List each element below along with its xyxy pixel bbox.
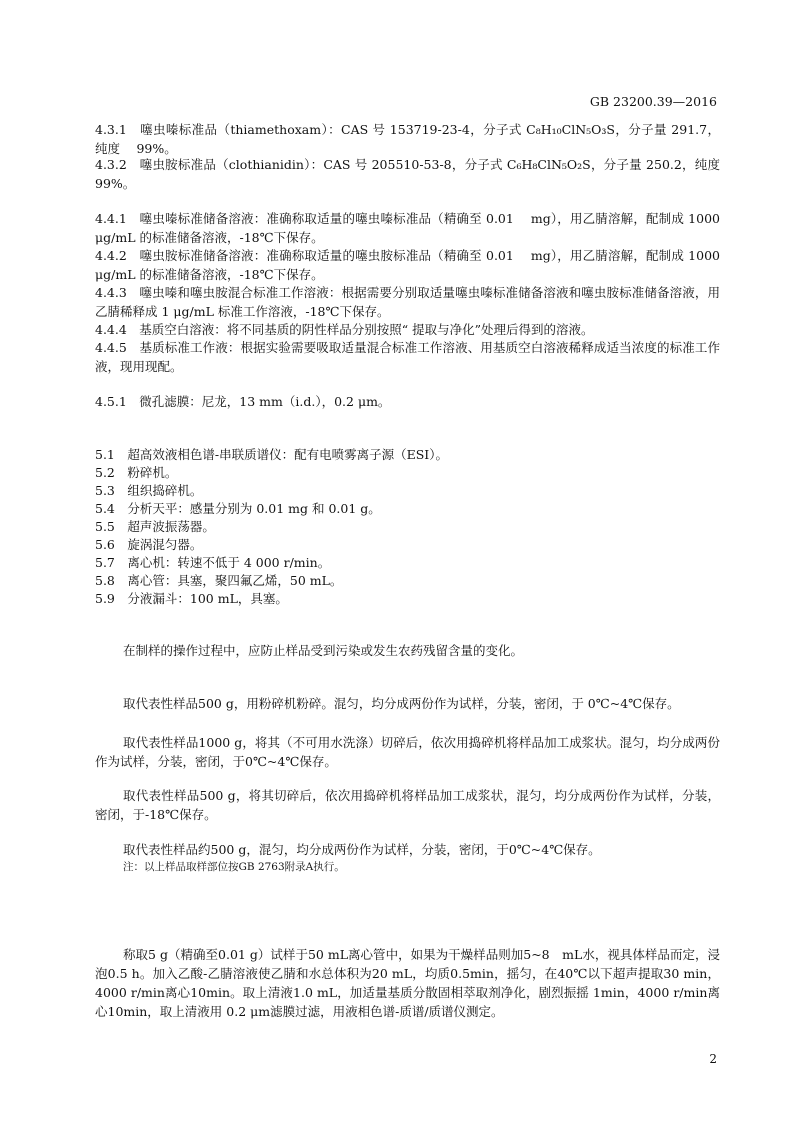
page-number: 2 <box>709 1052 717 1066</box>
list-item-5-8: 5.8 离心管：具塞，聚四氟乙烯，50 mL。 <box>95 573 343 588</box>
sample-note: 注：以上样品取样部位按GB 2763附录A执行。 <box>123 861 345 873</box>
paragraph-4-4-2: 4.4.2 噻虫胺标准储备溶液：准确称取适量的噻虫胺标准品（精确至 0.01 mg），用乙腈溶解，配制成 1000 μg/mL 的标准储备溶液，-18℃下保存。 <box>95 248 720 282</box>
sample-step-1: 取代表性样品500 g，用粉碎机粉碎。混匀，均分成两份作为试样，分装，密闭，于 0℃~4℃保存。 <box>123 696 680 711</box>
list-item-5-6: 5.6 旋涡混匀器。 <box>95 537 203 552</box>
list-item-5-5: 5.5 超声波振荡器。 <box>95 519 215 534</box>
paragraph-4-4-4: 4.4.4 基质空白溶液：将不同基质的阴性样品分别按照“ 提取与净化”处理后得到的溶液。 <box>95 322 594 337</box>
standard-number: GB 23200.39—2016 <box>589 94 717 109</box>
sample-step-3: 取代表性样品500 g，将其切碎后，依次用捣碎机将样品加工成浆状，混匀，均分成两份作为试样，分装，密闭，于-18℃保存。 <box>95 788 720 822</box>
paragraph-4-5-1: 4.5.1 微孔滤膜：尼龙，13 mm（i.d.），0.2 μm。 <box>95 394 391 409</box>
list-item-5-1: 5.1 超高效液相色谱-串联质谱仪：配有电喷雾离子源（ESI）。 <box>95 447 448 462</box>
list-item-5-9: 5.9 分液漏斗：100 mL，具塞。 <box>95 591 288 606</box>
sample-prep-intro: 在制样的操作过程中，应防止样品受到污染或发生农药残留含量的变化。 <box>123 643 524 658</box>
paragraph-4-3-2: 4.3.2 噻虫胺标准品（clothianidin）：CAS 号 205510-53-8，分子式 C₆H₈ClN₅O₂S，分子量 250.2，纯度 99%。 <box>95 157 737 191</box>
sample-step-4: 取代表性样品约500 g，混匀，均分成两份作为试样，分装，密闭，于0℃~4℃保存。 <box>123 842 601 857</box>
paragraph-4-4-1: 4.4.1 噻虫嗪标准储备溶液：准确称取适量的噻虫嗪标准品（精确至 0.01 mg），用乙腈溶解，配制成 1000 μg/mL 的标准储备溶液，-18℃下保存。 <box>95 211 720 245</box>
list-item-5-3: 5.3 组织捣碎机。 <box>95 483 203 498</box>
paragraph-4-4-3: 4.4.3 噻虫嗪和噻虫胺混合标准工作溶液：根据需要分别取适量噻虫嗪标准储备溶液和噻虫胺标准储备溶液，用乙腈稀释成 1 μg/mL 标准工作溶液，-18℃下保存。 <box>95 285 720 319</box>
paragraph-4-3-1: 4.3.1 噻虫嗪标准品（thiamethoxam）：CAS 号 153719-23-4，分子式 C₈H₁₀ClN₅O₃S，分子量 291.7，纯度 99%。 <box>95 122 720 156</box>
sample-step-2: 取代表性样品1000 g，将其（不可用水洗涤）切碎后，依次用捣碎机将样品加工成浆状。混匀，均分成两份作为试样，分装，密闭，于0℃~4℃保存。 <box>95 735 720 769</box>
list-item-5-2: 5.2 粉碎机。 <box>95 465 178 480</box>
list-item-5-4: 5.4 分析天平：感量分别为 0.01 mg 和 0.01 g。 <box>95 501 381 516</box>
extraction-procedure: 称取5 g（精确至0.01 g）试样于50 mL离心管中，如果为干燥样品则加5~8 mL水，视具体样品而定，浸泡0.5 h。加入乙酸-乙腈溶液使乙腈和水总体积为20 mL，均质0.5min，摇匀，在40℃以下超声提取30 min，4000 r/min离心10min。取上清液1.0 mL，加适量基质分散固相萃取剂净化，剧烈振摇 1min，4000 r/min离心10min，取上清液用 0.2 μm滤膜过滤，用液相色谱-质谱/质谱仪测定。 <box>95 947 720 1019</box>
list-item-5-7: 5.7 离心机：转速不低于 4 000 r/min。 <box>95 555 331 570</box>
paragraph-4-4-5: 4.4.5 基质标准工作液：根据实验需要吸取适量混合标准工作溶液、用基质空白溶液稀释成适当浓度的标准工作液，现用现配。 <box>95 340 720 374</box>
